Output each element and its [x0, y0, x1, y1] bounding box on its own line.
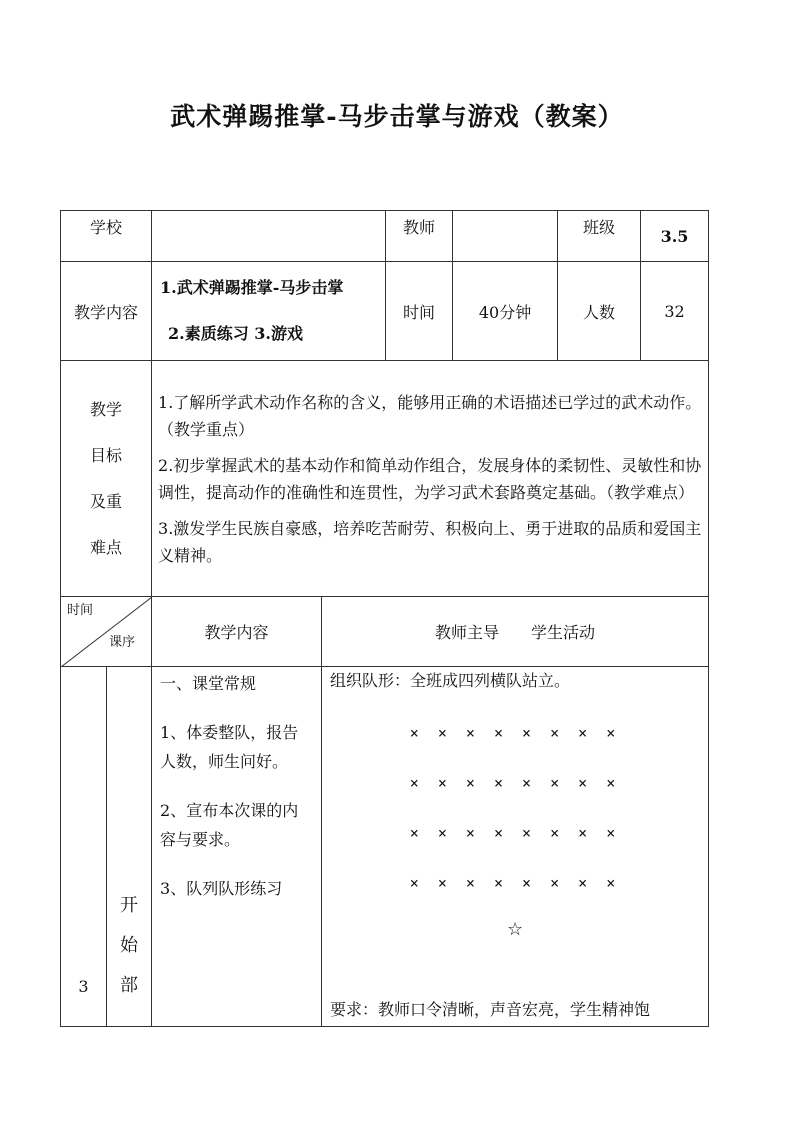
formation-cell	[322, 667, 709, 1027]
time-label: 时间	[386, 262, 453, 361]
count-label: 人数	[558, 262, 641, 361]
content-line-2: 2.素质练习 3.游戏	[168, 324, 303, 343]
routine-list	[152, 667, 322, 1027]
goals-label-line: 难点	[90, 537, 123, 557]
goals-label-line: 教学	[90, 399, 123, 419]
section-char: 部	[120, 975, 138, 996]
class-value: 3.5	[641, 211, 709, 262]
content-line-1: 1.武术弹踢推掌-马步击掌	[160, 278, 344, 297]
goals-content	[152, 361, 709, 597]
goal-item: 2.初步掌握武术的基本动作和简单动作组合，发展身体的柔韧性、灵敏性和协调性，提高动作的准确性和连贯性，为学习武术套路奠定基础。（教学难点）	[158, 455, 702, 502]
process-content-label: 教学内容	[152, 597, 322, 667]
process-activity-label: 教师主导 学生活动	[322, 597, 709, 667]
goals-label-line: 目标	[90, 445, 123, 465]
school-label: 学校	[61, 211, 152, 262]
requirement-text: 要求：教师口令清晰，声音宏亮，学生精神饱	[330, 1000, 651, 1019]
school-value	[152, 211, 386, 262]
routine-item: 一、课堂常规	[160, 674, 257, 693]
page-title: 武术弹踢推掌-马步击掌与游戏（教案）	[170, 102, 624, 131]
diagonal-header-cell	[61, 597, 152, 667]
goal-item: 1.了解所学武术动作名称的含义，能够用正确的术语描述已学过的武术动作。（教学重点）	[158, 392, 702, 439]
section-char: 始	[120, 935, 138, 956]
formation-intro: 组织队形：全班成四列横队站立。	[330, 671, 571, 690]
section-char: 开	[120, 895, 138, 916]
count-value: 32	[641, 262, 709, 361]
time-value: 40分钟	[453, 262, 558, 361]
formation-row: × × × × × × × ×	[409, 774, 621, 792]
formation-row: × × × × × × × ×	[409, 824, 621, 842]
goals-label-line: 及重	[90, 491, 123, 511]
diag-order-label: 课序	[109, 635, 136, 650]
diag-time-label: 时间	[67, 603, 94, 618]
goal-item: 3.激发学生民族自豪感，培养吃苦耐劳、积极向上、勇于进取的品质和爱国主义精神。	[158, 518, 702, 565]
formation-row: × × × × × × × ×	[409, 724, 621, 742]
section-name	[107, 667, 152, 1027]
routine-item: 2、宣布本次课的内容与要求。	[160, 801, 299, 849]
content-label: 教学内容	[61, 262, 152, 361]
teacher-label: 教师	[386, 211, 453, 262]
teacher-star-icon: ☆	[506, 919, 524, 940]
start-time: 3	[61, 667, 107, 1027]
content-value	[152, 262, 386, 361]
routine-item: 3、队列队形练习	[160, 879, 283, 898]
goals-label	[61, 361, 152, 597]
formation-row: × × × × × × × ×	[409, 874, 621, 892]
routine-item: 1、体委整队，报告人数，师生问好。	[160, 723, 299, 771]
teacher-value	[453, 211, 558, 262]
lesson-plan-table	[60, 210, 709, 1027]
class-label: 班级	[558, 211, 641, 262]
